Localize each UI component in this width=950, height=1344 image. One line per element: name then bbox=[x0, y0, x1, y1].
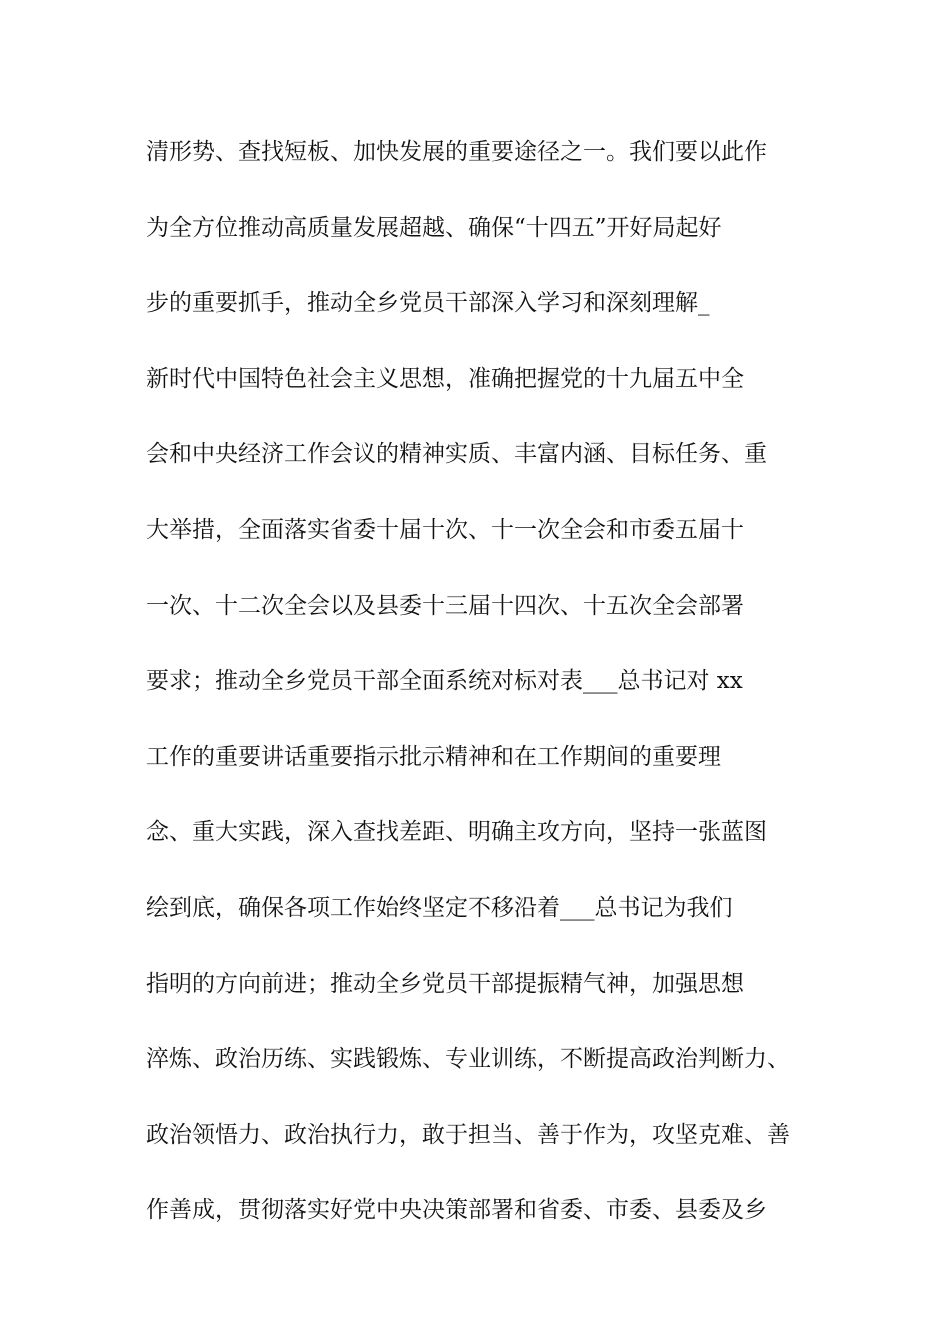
text-line: 会和中央经济工作会议的精神实质、丰富内涵、目标任务、重 bbox=[146, 441, 767, 468]
text-line: 指明的方向前进；推动全乡党员干部提振精气神，加强思想 bbox=[146, 970, 744, 997]
text-line: 为全方位推动高质量发展超越、确保“十四五”开好局起好 bbox=[146, 214, 722, 241]
text-line: 淬炼、政治历练、实践锻炼、专业训练，不断提高政治判断力、 bbox=[146, 1046, 790, 1073]
text-line: 清形势、查找短板、加快发展的重要途径之一。我们要以此作 bbox=[146, 139, 767, 165]
text-line: 政治领悟力、政治执行力，敢于担当、善于作为，攻坚克难、善 bbox=[146, 1121, 790, 1148]
text-line: 一次、十二次全会以及县委十三届十四次、十五次全会部署 bbox=[146, 592, 744, 619]
text-line: 绘到底，确保各项工作始终坚定不移沿着___总书记为我们 bbox=[146, 894, 733, 921]
text-line: 工作的重要讲话重要指示批示精神和在工作期间的重要理 bbox=[146, 743, 721, 770]
text-line: 步的重要抓手，推动全乡党员干部深入学习和深刻理解_ bbox=[146, 290, 710, 317]
text-line: 大举措，全面落实省委十届十次、十一次全会和市委五届十 bbox=[146, 516, 744, 543]
text-line: 念、重大实践，深入查找差距、明确主攻方向，坚持一张蓝图 bbox=[146, 819, 767, 846]
text-line: 作善成，贯彻落实好党中央决策部署和省委、市委、县委及乡 bbox=[146, 1197, 767, 1224]
body-text bbox=[146, 128, 816, 1262]
text-line: 要求；推动全乡党员干部全面系统对标对表___总书记对 xx bbox=[146, 668, 743, 695]
text-line: 新时代中国特色社会主义思想，准确把握党的十九届五中全 bbox=[146, 365, 744, 392]
